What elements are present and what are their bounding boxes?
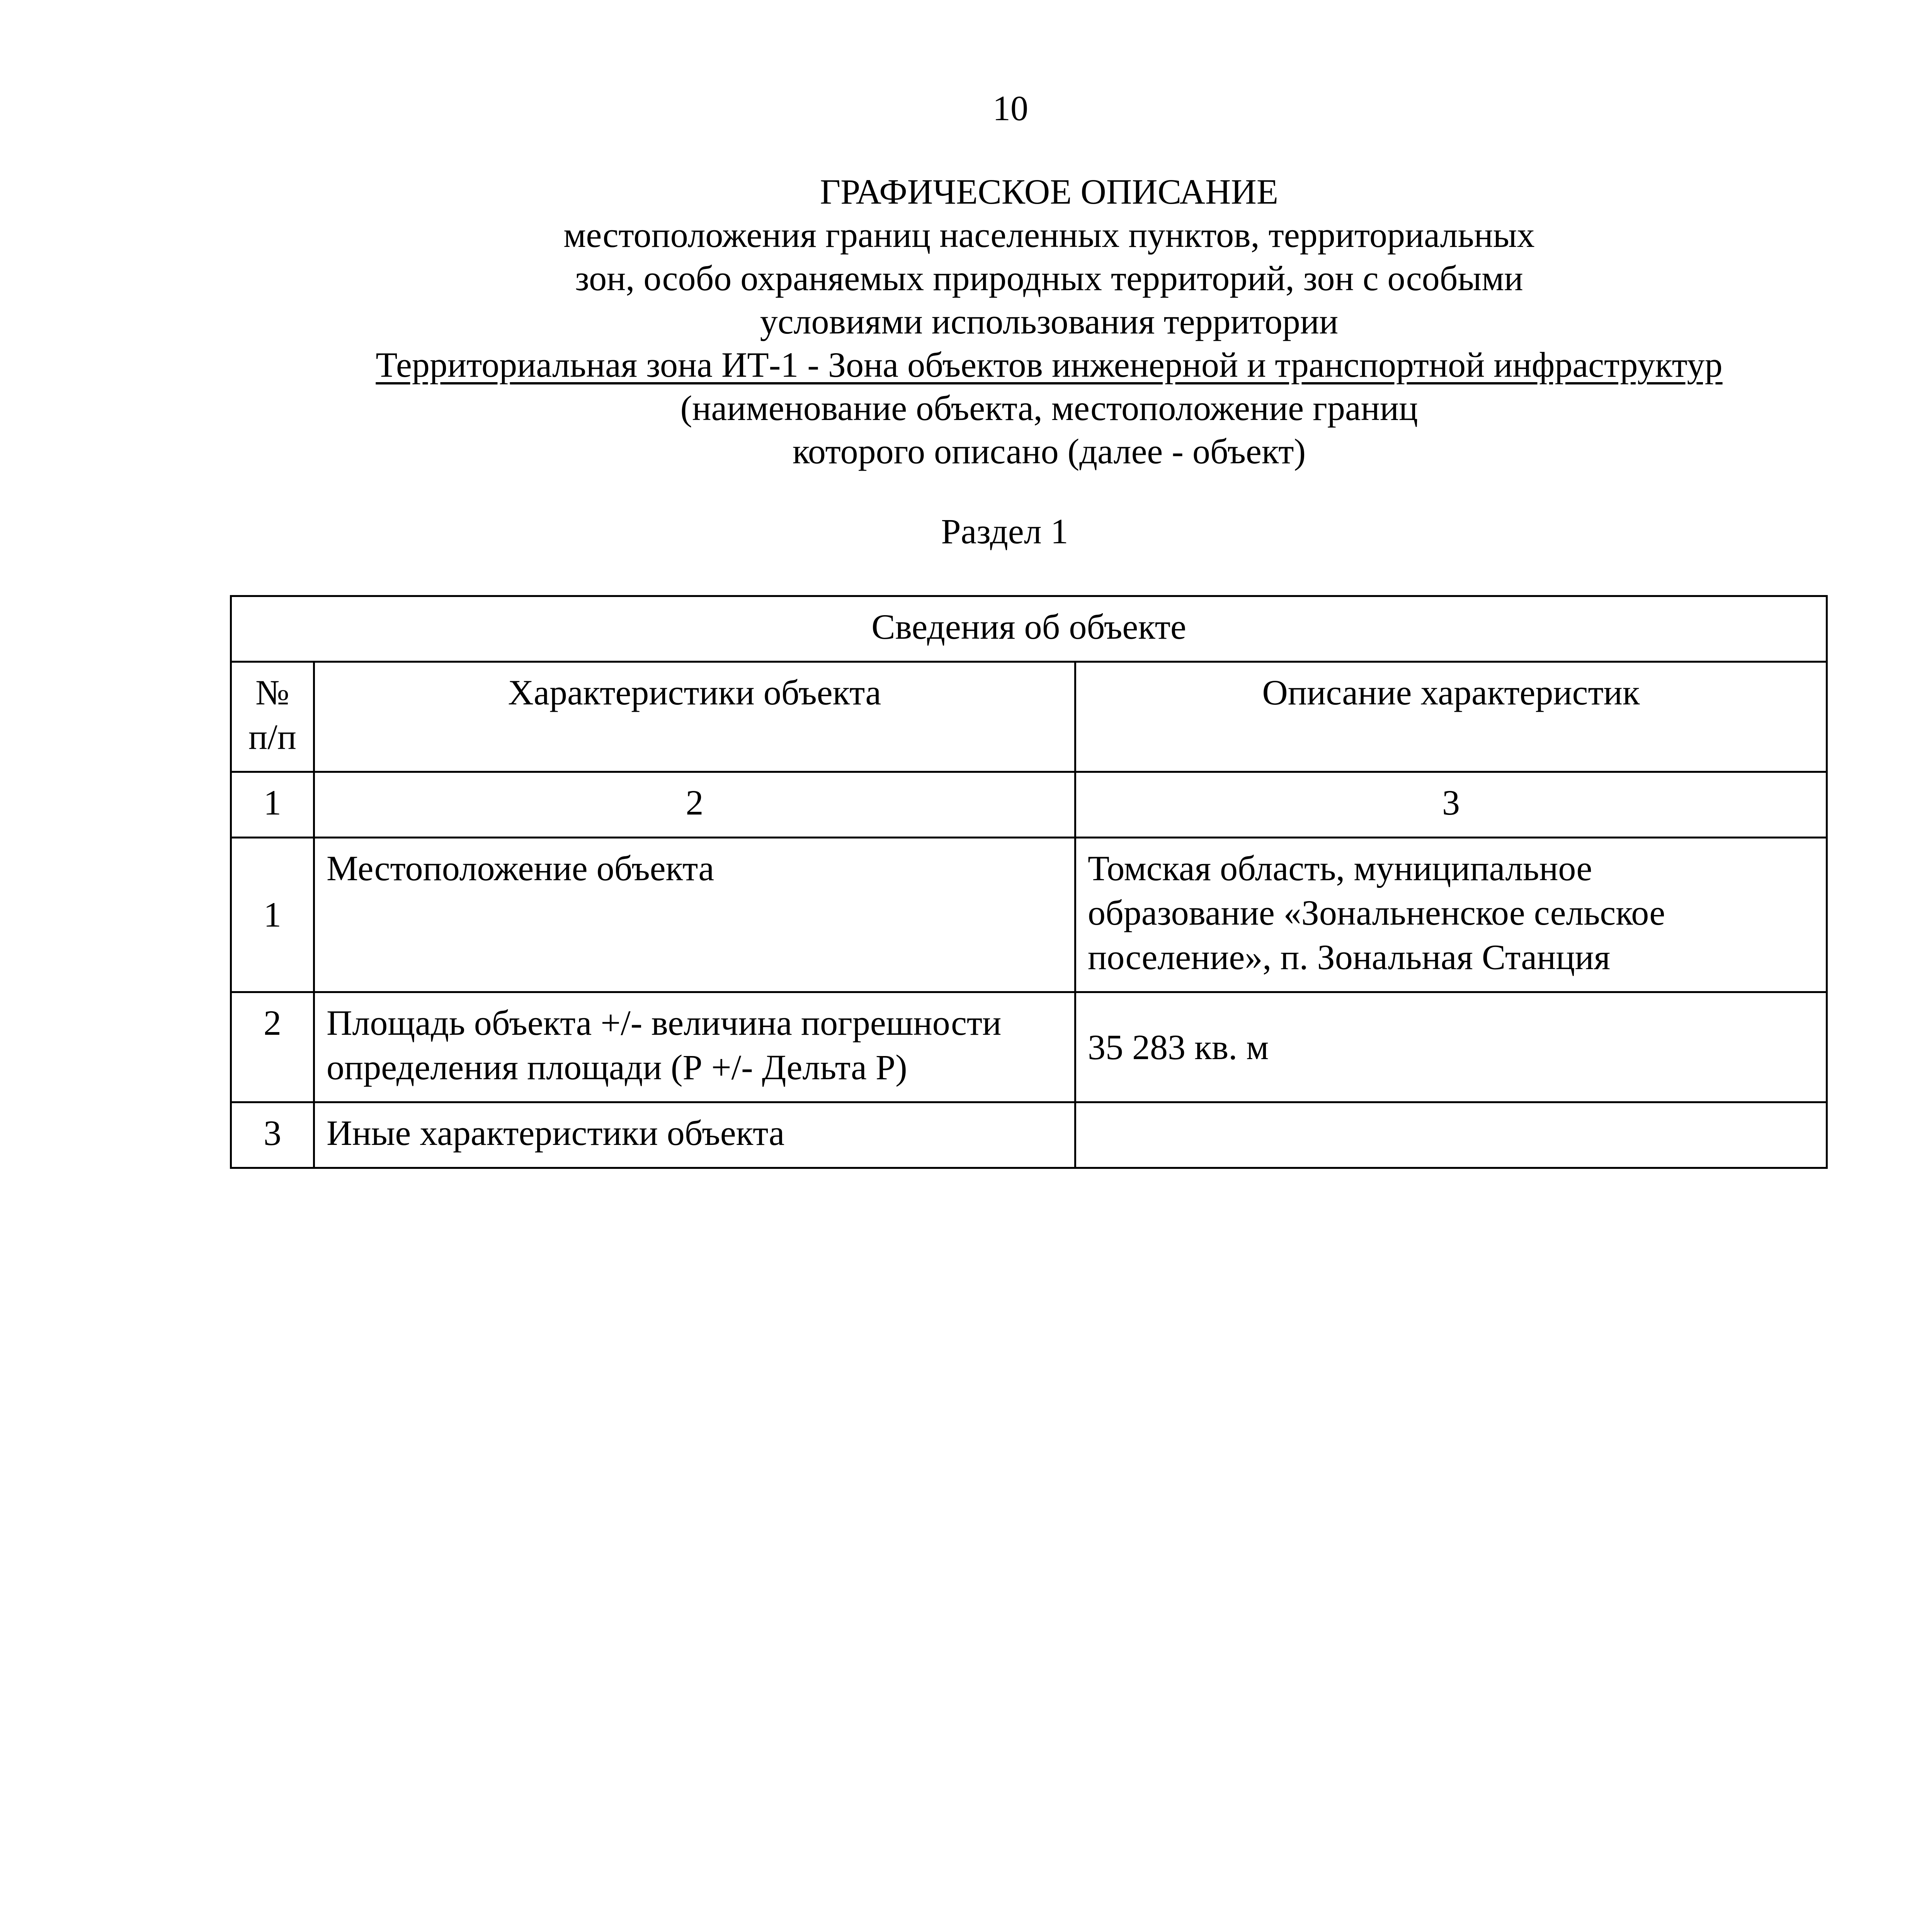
- table-title-row: [231, 596, 1827, 662]
- header-num: [231, 662, 314, 772]
- table-title: Сведения об объекте: [231, 596, 1827, 662]
- subtitle-line: местоположения границ населенных пунктов, территориальных: [563, 215, 1535, 255]
- table-row: [231, 838, 1827, 992]
- column-number: 2: [314, 772, 1075, 838]
- column-number: 3: [1075, 772, 1827, 838]
- caption-line: которого описано (далее - объект): [792, 432, 1306, 471]
- row-description: [1075, 1102, 1827, 1168]
- row-characteristic: Местоположение объекта: [314, 838, 1075, 992]
- table-header-row: [231, 662, 1827, 772]
- row-characteristic: Иные характеристики объекта: [314, 1102, 1075, 1168]
- column-number: 1: [231, 772, 314, 838]
- page-number: 10: [993, 88, 1028, 128]
- header-num-line: п/п: [248, 717, 297, 757]
- header-description: Описание характеристик: [1075, 662, 1827, 772]
- description-line: поселение», п. Зональная Станция: [1088, 937, 1611, 977]
- row-number: 1: [231, 838, 314, 992]
- row-number: 2: [231, 992, 314, 1102]
- document-title: ГРАФИЧЕСКОЕ ОПИСАНИЕ: [820, 172, 1279, 211]
- subtitle-line: зон, особо охраняемых природных территорий, зон с особыми: [575, 259, 1523, 298]
- row-description: [1075, 838, 1827, 992]
- table-row: [231, 992, 1827, 1102]
- caption-line: (наименование объекта, местоположение границ: [680, 388, 1418, 428]
- column-number-row: [231, 772, 1827, 838]
- table-row: [231, 1102, 1827, 1168]
- row-number: 3: [231, 1102, 314, 1168]
- header-num-line: №: [255, 673, 289, 712]
- object-info-table: [230, 595, 1828, 1169]
- row-description: 35 283 кв. м: [1075, 992, 1827, 1102]
- characteristic-line: Площадь объекта +/- величина погрешности: [327, 1003, 1002, 1043]
- header-characteristic: Характеристики объекта: [314, 662, 1075, 772]
- subtitle-line: условиями использования территории: [760, 302, 1339, 341]
- section-title: Раздел 1: [941, 512, 1068, 551]
- characteristic-line: определения площади (Р +/- Дельта Р): [327, 1048, 907, 1087]
- row-characteristic: [314, 992, 1075, 1102]
- document-header: [0, 170, 1917, 473]
- description-line: Томская область, муниципальное: [1088, 849, 1592, 888]
- description-line: образование «Зональненское сельское: [1088, 893, 1665, 932]
- object-name: Территориальная зона ИТ-1 - Зона объектов инженерной и транспортной инфраструктур: [376, 345, 1723, 384]
